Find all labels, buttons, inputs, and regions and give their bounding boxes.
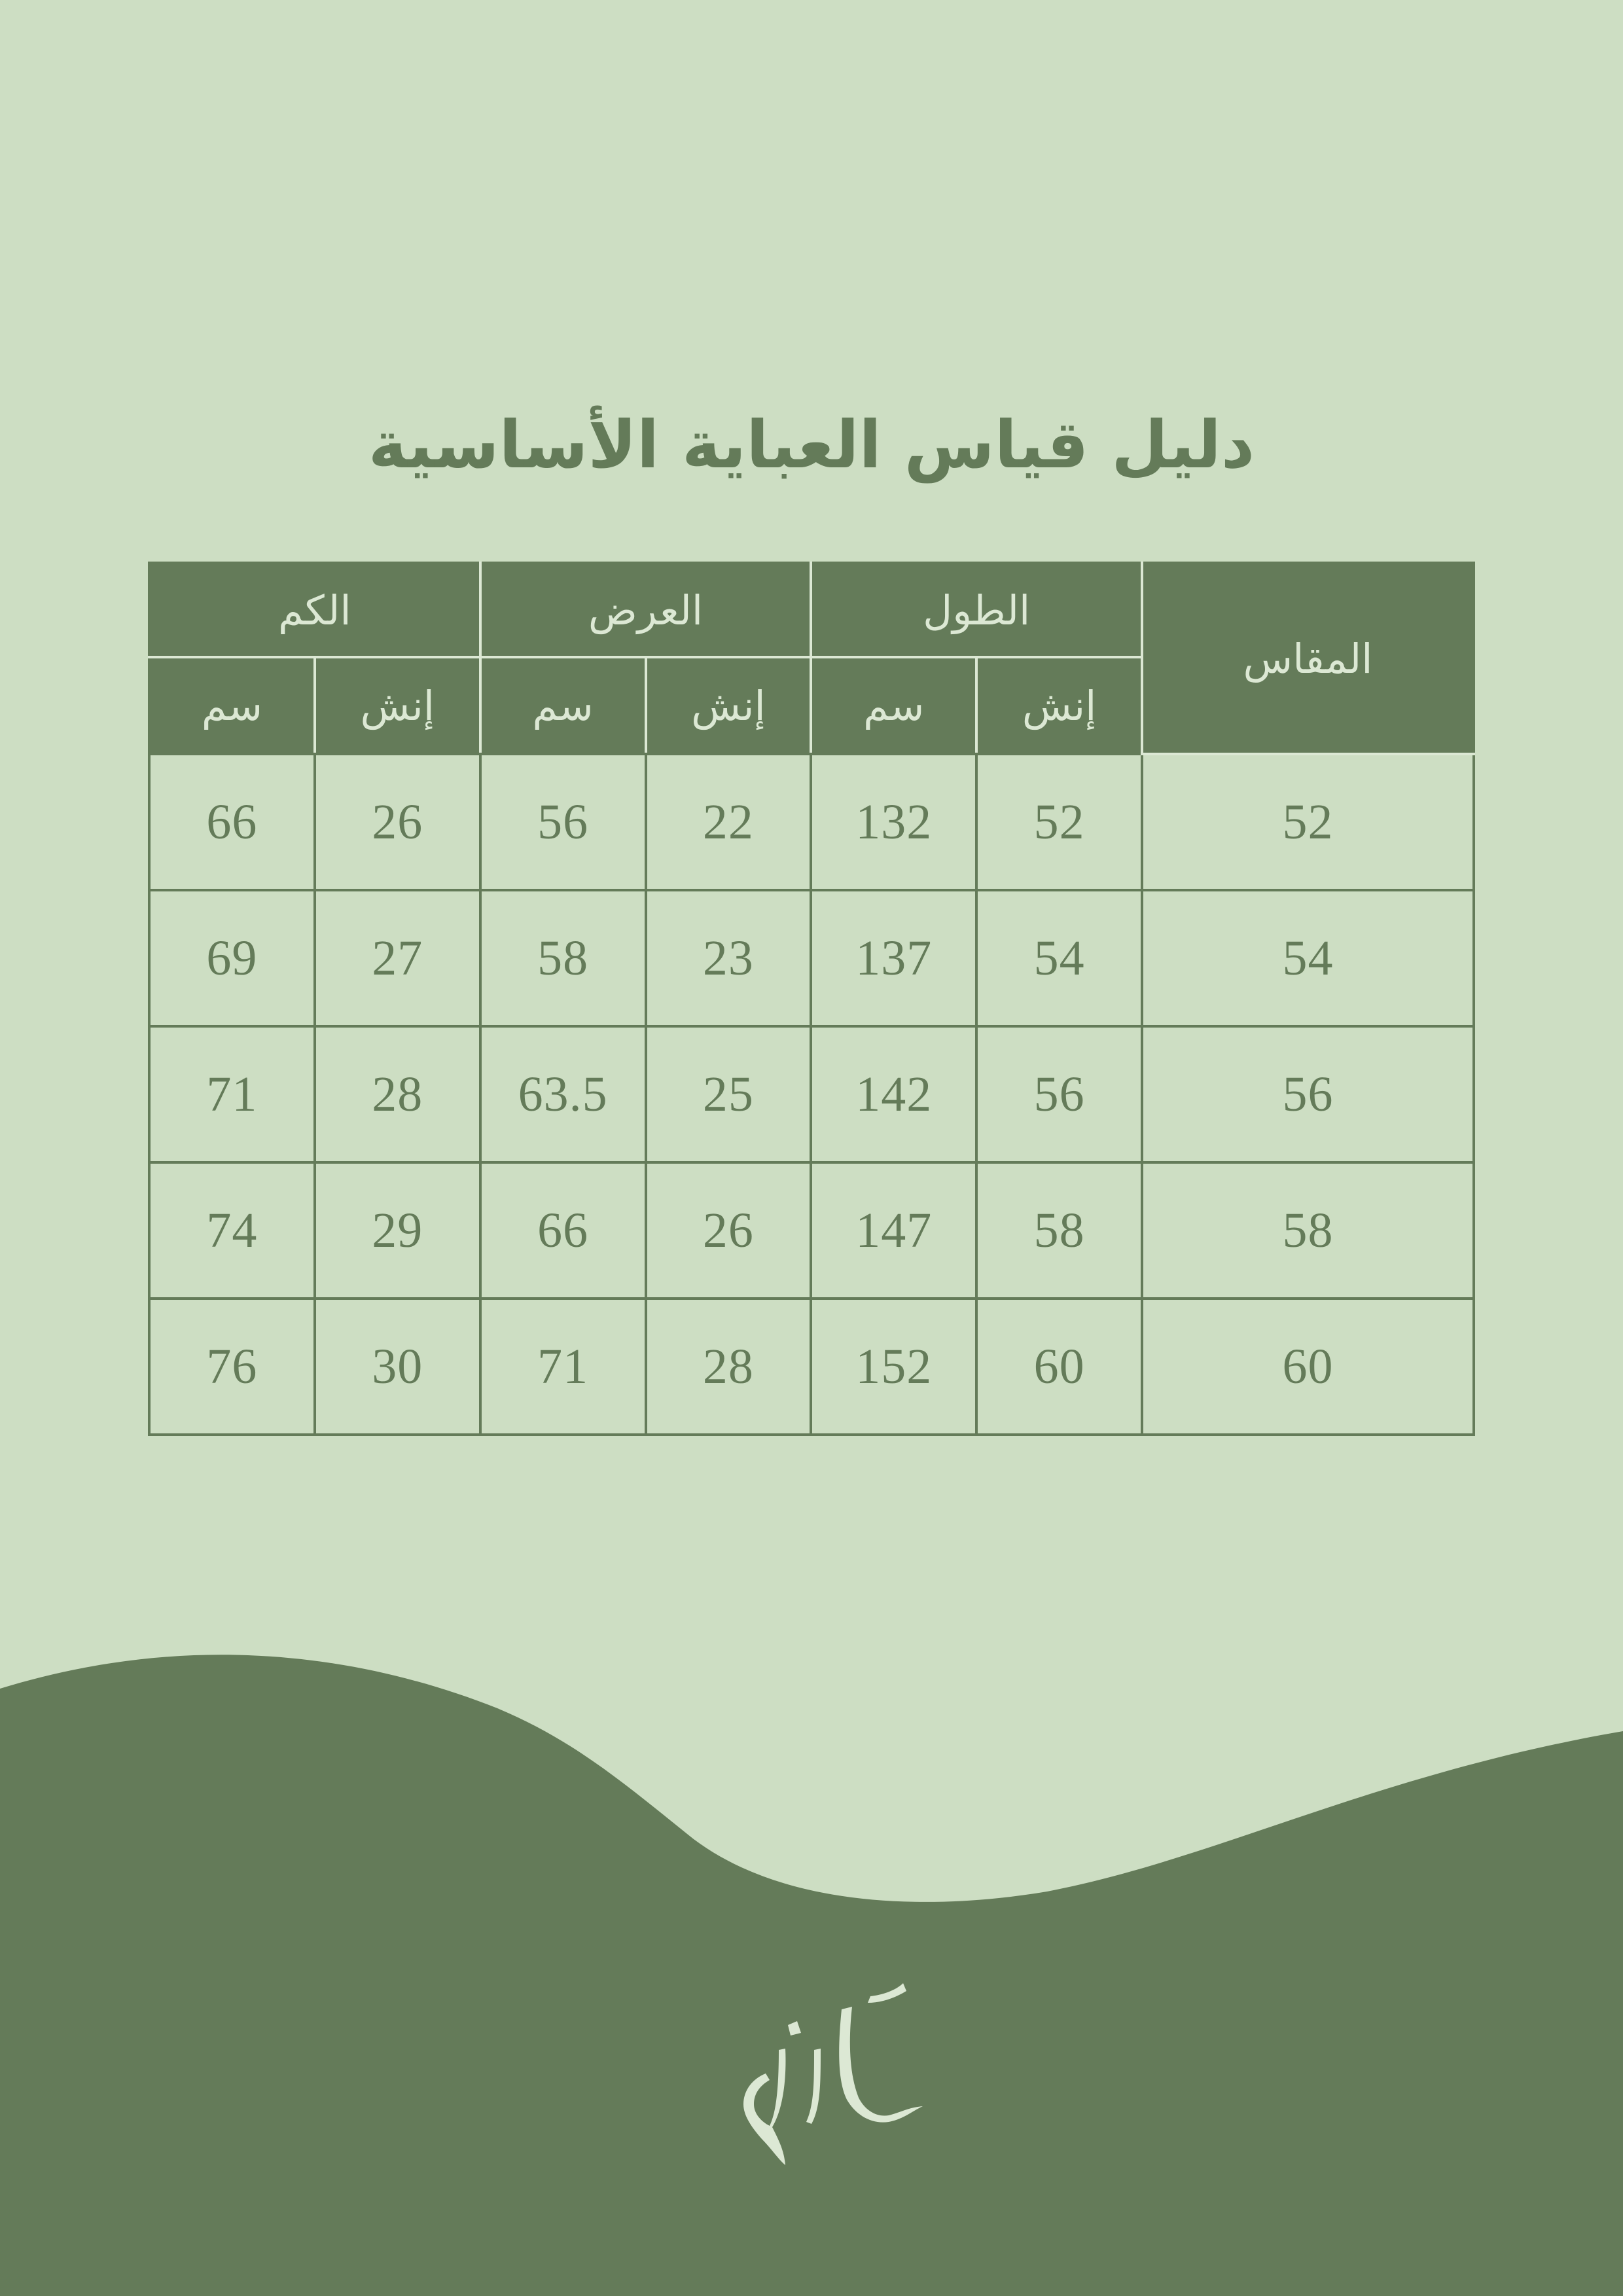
size-column-header: المقاس (1142, 563, 1474, 754)
table-cell: 28 (646, 1299, 812, 1435)
table-cell: 76 (149, 1299, 315, 1435)
size-cell: 58 (1142, 1162, 1474, 1299)
size-cell: 60 (1142, 1299, 1474, 1435)
brand-logo (681, 1977, 942, 2173)
unit-header: سم (811, 657, 976, 754)
page-title: دليل قياس العباية الأساسية (368, 406, 1255, 483)
table-cell: 30 (315, 1299, 480, 1435)
table-cell: 26 (646, 1162, 812, 1299)
unit-header: سم (480, 657, 646, 754)
table-cell: 71 (149, 1026, 315, 1162)
unit-header: إنش (646, 657, 812, 754)
table-cell: 23 (646, 890, 812, 1026)
table-cell: 27 (315, 890, 480, 1026)
table-cell: 69 (149, 890, 315, 1026)
calligraphy-logo-icon (681, 1977, 942, 2173)
sleeve-group-header: الكم (149, 563, 480, 657)
table-cell: 71 (480, 1299, 646, 1435)
unit-header: سم (149, 657, 315, 754)
table-cell: 58 (480, 890, 646, 1026)
table-cell: 152 (811, 1299, 976, 1435)
table-cell: 28 (315, 1026, 480, 1162)
table-cell: 26 (315, 754, 480, 890)
length-group-header: الطول (811, 563, 1142, 657)
table-cell: 25 (646, 1026, 812, 1162)
size-cell: 52 (1142, 754, 1474, 890)
unit-header: إنش (315, 657, 480, 754)
table-cell: 22 (646, 754, 812, 890)
table-cell: 56 (976, 1026, 1142, 1162)
table-cell: 142 (811, 1026, 976, 1162)
size-cell: 54 (1142, 890, 1474, 1026)
size-cell: 56 (1142, 1026, 1474, 1162)
table-cell: 147 (811, 1162, 976, 1299)
table-cell: 66 (480, 1162, 646, 1299)
table-cell: 74 (149, 1162, 315, 1299)
table-cell: 63.5 (480, 1026, 646, 1162)
table-cell: 29 (315, 1162, 480, 1299)
table-cell: 52 (976, 754, 1142, 890)
table-cell: 66 (149, 754, 315, 890)
table-cell: 56 (480, 754, 646, 890)
width-group-header: العرض (480, 563, 812, 657)
table-cell: 58 (976, 1162, 1142, 1299)
table-cell: 137 (811, 890, 976, 1026)
table-cell: 60 (976, 1299, 1142, 1435)
table-cell: 132 (811, 754, 976, 890)
unit-header: إنش (976, 657, 1142, 754)
table-cell: 54 (976, 890, 1142, 1026)
